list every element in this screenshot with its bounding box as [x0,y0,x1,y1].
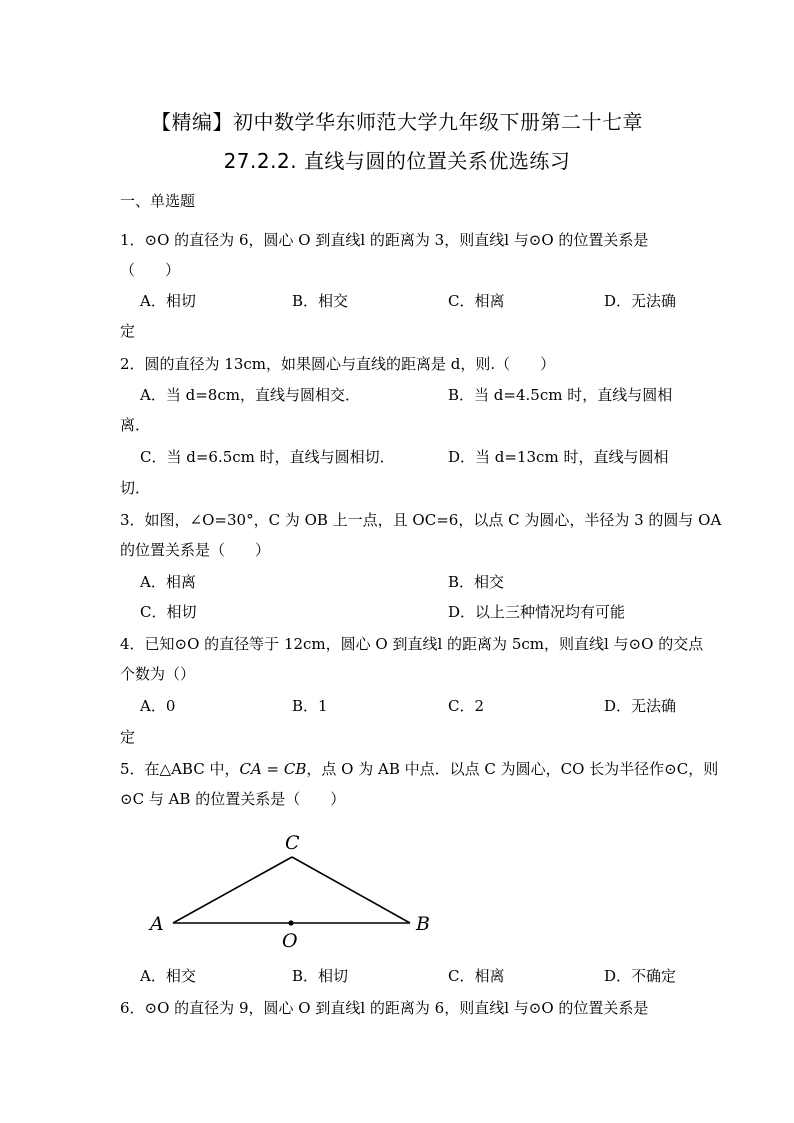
q2-option-b-wrap: 离． [120,416,151,434]
q4-option-d: D．无法确 [604,697,677,715]
q3-option-a: A．相离 [140,573,196,591]
q6-stem-line1: 6．⊙O 的直径为 9，圆心 O 到直线l 的距离为 6，则直线l 与⊙O 的位置关系是 [120,999,649,1017]
q1-option-d: D．无法确 [604,292,677,310]
q2-stem: 2．圆的直径为 13cm，如果圆心与直线的距离是 d，则.（ ） [120,355,556,373]
label-c: C [285,832,300,854]
q3-option-d: D．以上三种情况均有可能 [448,603,626,621]
q4-option-a: A．0 [140,697,176,715]
q5-stem-part2: ，点 O 为 AB 中点．以点 C 为圆心，CO 长为半径作⊙C，则 [306,760,719,778]
q2-option-b: B．当 d=4.5cm 时，直线与圆相 [448,386,673,404]
q1-option-a: A．相切 [140,292,196,310]
q5-option-a: A．相交 [140,967,196,985]
q5-stem-line2: ⊙C 与 AB 的位置关系是（ ） [120,790,346,808]
q4-option-c: C．2 [448,697,485,715]
q5-option-d: D．不确定 [604,967,677,985]
q2-option-d-wrap: 切． [120,479,151,497]
q4-option-b: B．1 [292,697,328,715]
q5-option-c: C．相离 [448,967,505,985]
label-a: A [150,913,164,935]
q1-stem-line1: 1．⊙O 的直径为 6，圆心 O 到直线l 的距离为 3，则直线l 与⊙O 的位置关系是 [120,231,649,249]
q3-option-c: C．相切 [140,603,197,621]
label-b: B [416,913,430,935]
section-heading: 一、单选题 [120,192,196,210]
q1-option-b: B．相交 [292,292,349,310]
doc-title-line2: 27.2.2. 直线与圆的位置关系优选练习 [223,149,571,173]
q5-triangle-figure [140,826,450,956]
label-o: O [282,930,298,952]
q5-stem-part1: 5．在△ABC 中， [120,760,240,778]
segment-cb [292,857,410,923]
q1-option-c: C．相离 [448,292,505,310]
point-o [288,920,293,925]
q1-stem-line2: （ ） [120,261,181,279]
segment-ac [173,857,292,923]
q2-option-c: C．当 d=6.5cm 时，直线与圆相切． [140,448,395,466]
q5-stem-math: CA = CB [239,760,307,778]
q5-option-b: B．相切 [292,967,349,985]
q2-option-d: D．当 d=13cm 时，直线与圆相 [448,448,669,466]
q3-stem-line2: 的位置关系是（ ） [120,541,271,559]
q3-stem-line1: 3．如图，∠O=30°，C 为 OB 上一点，且 OC=6，以点 C 为圆心，半径为 3 的圆与 OA [120,511,722,529]
doc-title-line1: 【精编】初中数学华东师范大学九年级下册第二十七章 [151,110,643,134]
q1-option-d-wrap: 定 [120,322,136,340]
q2-option-a: A．当 d=8cm，直线与圆相交． [140,386,360,404]
q4-stem-line2: 个数为（） [120,665,196,683]
q5-stem-line1 [120,758,718,779]
q4-stem-line1: 4．已知⊙O 的直径等于 12cm，圆心 O 到直线l 的距离为 5cm，则直线l 与⊙O 的交点 [120,635,704,653]
q4-option-d-wrap: 定 [120,728,136,746]
q3-option-b: B．相交 [448,573,505,591]
